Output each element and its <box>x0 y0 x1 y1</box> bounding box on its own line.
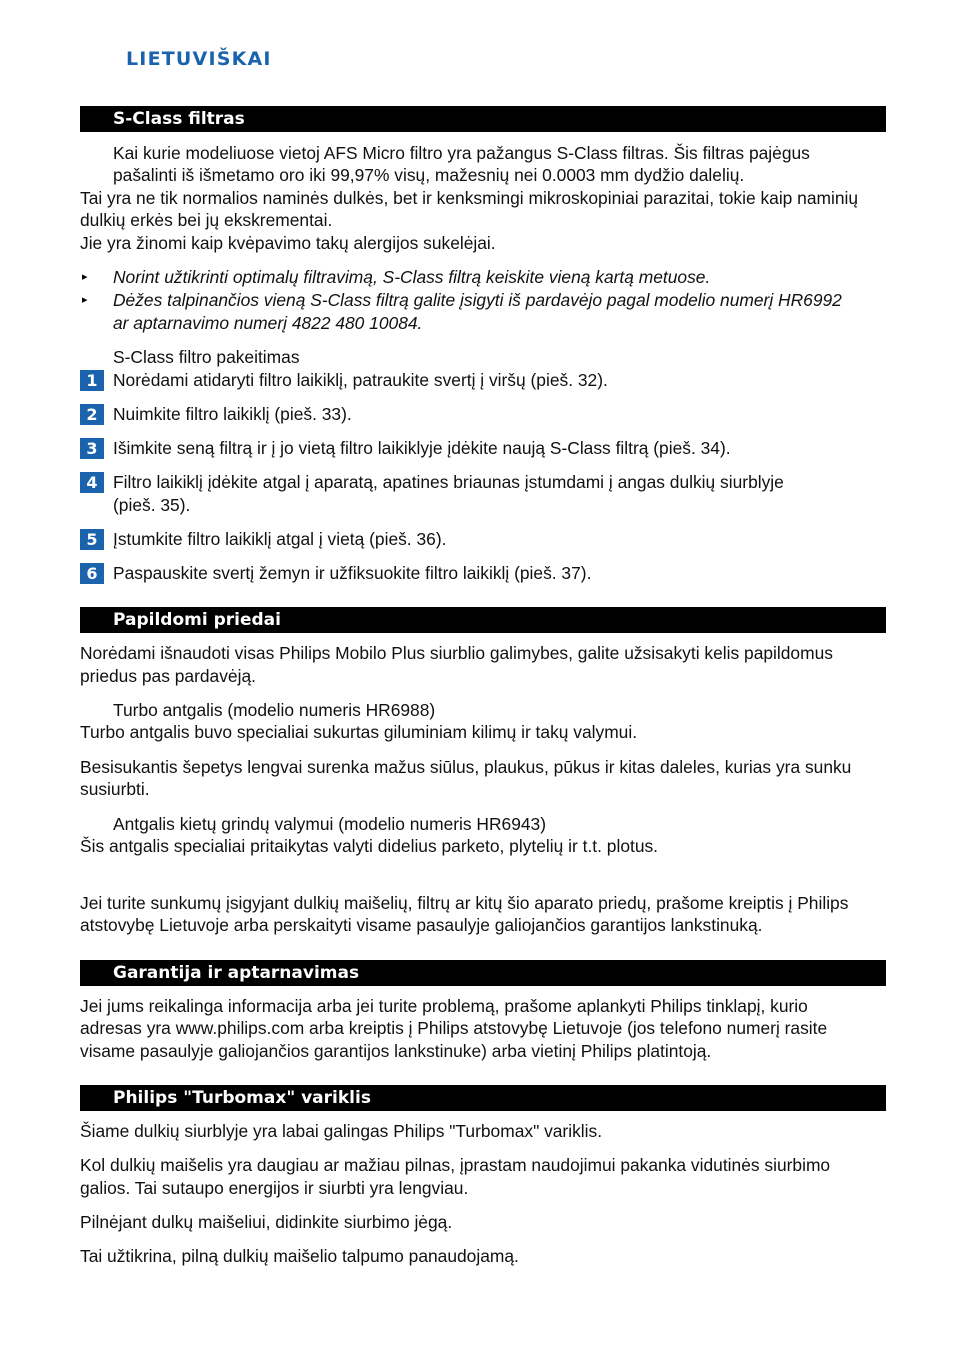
step-text: Paspauskite svertį žemyn ir užfiksuokite filtro laikiklį (pieš. 37). <box>113 563 592 583</box>
step-text: Filtro laikiklį įdėkite atgal į aparatą, apatines briaunas įstumdami į angas dulkių siurblyje <box>113 472 784 492</box>
step-text: Įstumkite filtro laikiklį atgal į vietą (pieš. 36). <box>113 529 447 549</box>
sclass-para-line-2: dulkių erkės bei jų ekskrementai. <box>80 210 333 230</box>
hard-floor-nozzle-title: Antgalis kietų grindų valymui (modelio numeris HR6943) <box>113 814 547 834</box>
step-number-badge: 4 <box>80 472 104 493</box>
section-heading-accessories: Papildomi priedai <box>80 607 886 633</box>
bullet-item: Norint užtikrinti optimalų filtravimą, S-Class filtrą keiskite vieną kartą metuose. <box>113 267 711 287</box>
sclass-para-line-1: Tai yra ne tik normalios naminės dulkės, bet ir kenksmingi mikroskopiniai parazitai, tokie kaip naminių <box>80 188 859 208</box>
step-text: Norėdami atidaryti filtro laikiklį, patraukite svertį į viršų (pieš. 32). <box>113 370 608 390</box>
bullet-icon: ▸ <box>82 293 88 306</box>
hard-floor-nozzle-text: Šis antgalis specialiai pritaikytas valyti didelius parketo, plytelių ir t.t. plotus. <box>80 836 659 856</box>
accessories-intro-line-1: Norėdami išnaudoti visas Philips Mobilo Plus siurblio galimybes, galite užsisakyti kelis papildomus <box>80 643 833 663</box>
sclass-intro-line-1: Kai kurie modeliuose vietoj AFS Micro filtro yra pažangus S-Class filtras. Šis filtras pajėgus <box>113 143 810 163</box>
bullet-item: Dėžes talpinančios vieną S-Class filtrą galite įsigyti iš pardavėjo pagal modelio numerį HR6992 <box>113 290 842 310</box>
motor-para-2-line-2: galios. Tai sutaupo energijos ir siurbti yra lengviau. <box>80 1178 469 1198</box>
guarantee-text-line-3: visame pasaulyje galiojančios garantijos lankstinuke) arba vietinį Philips platintoją. <box>80 1041 712 1061</box>
section-heading-motor: Philips "Turbomax" variklis <box>80 1085 886 1111</box>
motor-para-4: Tai užtikrina, pilną dulkių maišelio talpumo panaudojamą. <box>80 1246 519 1266</box>
bullet-icon: ▸ <box>82 270 88 283</box>
step-text: Išimkite seną filtrą ir į jo vietą filtro laikiklyje įdėkite naują S-Class filtrą (pieš. 34). <box>113 438 731 458</box>
sclass-para-line-3: Jie yra žinomi kaip kvėpavimo takų alergijos sukelėjai. <box>80 233 496 253</box>
accessories-note-line-1: Jei turite sunkumų įsigyjant dulkių maišelių, filtrų ar kitų šio aparato priedų, prašome kreiptis į Philips <box>80 893 849 913</box>
turbo-brush-text-line-1: Besisukantis šepetys lengvai surenka mažus siūlus, plaukus, pūkus ir kitas daleles, kurias yra sunku <box>80 757 852 777</box>
sclass-replace-title: S-Class filtro pakeitimas <box>113 347 300 367</box>
turbo-nozzle-title: Turbo antgalis (modelio numeris HR6988) <box>113 700 436 720</box>
step-text-continuation: (pieš. 35). <box>113 495 191 515</box>
bullet-item-continuation: ar aptarnavimo numerį 4822 480 10084. <box>113 313 423 333</box>
accessories-note-line-2: atstovybę Lietuvoje arba perskaityti visame pasaulyje galiojančios garantijos lankstinuką. <box>80 915 763 935</box>
step-text: Nuimkite filtro laikiklį (pieš. 33). <box>113 404 352 424</box>
step-number-badge: 6 <box>80 563 104 584</box>
motor-para-3: Pilnėjant dulkų maišeliui, didinkite siurbimo jėgą. <box>80 1212 453 1232</box>
sclass-intro-line-2: pašalinti iš išmetamo oro iki 99,97% visų, mažesnių nei 0.0003 mm dydžio dalelių. <box>113 165 745 185</box>
section-heading-guarantee: Garantija ir aptarnavimas <box>80 960 886 986</box>
motor-para-2-line-1: Kol dulkių maišelis yra daugiau ar mažiau pilnas, įprastam naudojimui pakanka vidutinės siurbimo <box>80 1155 831 1175</box>
step-number-badge: 1 <box>80 370 104 391</box>
language-title: LIETUVIŠKAI <box>126 48 272 70</box>
step-number-badge: 5 <box>80 529 104 550</box>
turbo-nozzle-text: Turbo antgalis buvo specialiai sukurtas giluminiam kilimų ir takų valymui. <box>80 722 638 742</box>
section-heading-sclass: S-Class filtras <box>80 106 886 132</box>
motor-para-1: Šiame dulkių siurblyje yra labai galingas Philips "Turbomax" variklis. <box>80 1121 603 1141</box>
accessories-intro-line-2: priedus pas pardavėją. <box>80 666 256 686</box>
guarantee-text-line-1: Jei jums reikalinga informacija arba jei turite problemą, prašome aplankyti Philips tinklapį, kurio <box>80 996 808 1016</box>
guarantee-text-line-2: adresas yra www.philips.com arba kreiptis į Philips atstovybę Lietuvoje (jos telefono numerį rasite <box>80 1018 828 1038</box>
step-number-badge: 3 <box>80 438 104 459</box>
turbo-brush-text-line-2: susiurbti. <box>80 779 150 799</box>
step-number-badge: 2 <box>80 404 104 425</box>
